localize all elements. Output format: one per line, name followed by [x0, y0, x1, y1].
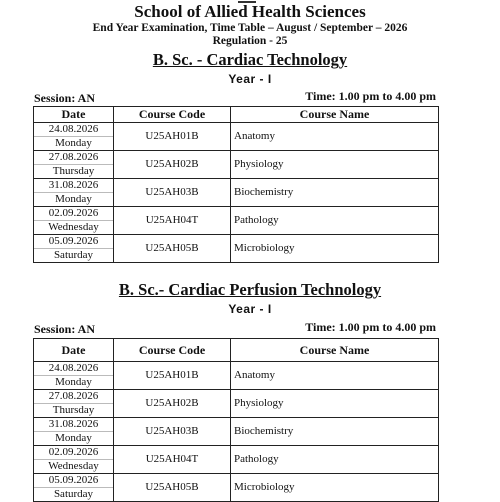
course-name: Biochemistry [231, 418, 439, 446]
exam-date: 31.08.2026 [34, 418, 113, 432]
course-name: Physiology [231, 390, 439, 418]
year-label: Year - I [228, 302, 272, 316]
exam-date: 05.09.2026 [34, 474, 113, 488]
exam-day: Monday [55, 432, 92, 444]
exam-date: 05.09.2026 [34, 235, 113, 249]
exam-date: 27.08.2026 [34, 151, 113, 165]
table-row [34, 235, 439, 263]
course-name: Microbiology [231, 474, 439, 502]
course-code: U25AH01B [114, 362, 231, 390]
time-label: Time: 1.00 pm to 4.00 pm [305, 320, 436, 334]
exam-day: Saturday [53, 249, 94, 261]
exam-day: Thursday [52, 404, 95, 416]
table-row [34, 418, 439, 446]
programme-title: B. Sc. - Cardiac Technology [152, 50, 348, 69]
exam-date: 24.08.2026 [34, 123, 113, 137]
course-name: Anatomy [231, 123, 439, 151]
course-name: Pathology [231, 207, 439, 235]
table-row [34, 446, 439, 474]
column-header-name: Course Name [231, 339, 439, 362]
date-cell [34, 446, 114, 474]
exam-day: Wednesday [48, 221, 99, 233]
date-cell [34, 207, 114, 235]
date-cell [34, 474, 114, 502]
timetable [33, 106, 439, 263]
column-header-name: Course Name [231, 107, 439, 123]
exam-date: 02.09.2026 [34, 207, 113, 221]
column-header-date: Date [34, 107, 114, 123]
date-cell [34, 151, 114, 179]
exam-date: 31.08.2026 [34, 179, 113, 193]
exam-title: End Year Examination, Time Table – August / September – 2026 [92, 22, 408, 34]
table-row [34, 362, 439, 390]
course-code: U25AH05B [114, 474, 231, 502]
course-code: U25AH03B [114, 179, 231, 207]
course-name: Physiology [231, 151, 439, 179]
date-cell [34, 362, 114, 390]
session-label: Session: AN [34, 322, 96, 336]
course-name: Pathology [231, 446, 439, 474]
time-label: Time: 1.00 pm to 4.00 pm [305, 89, 436, 103]
column-header-code: Course Code [114, 107, 231, 123]
table-row [34, 151, 439, 179]
table-row [34, 207, 439, 235]
date-cell [34, 235, 114, 263]
exam-day: Monday [55, 193, 92, 205]
course-code: U25AH02B [114, 390, 231, 418]
course-code: U25AH05B [114, 235, 231, 263]
exam-date: 27.08.2026 [34, 390, 113, 404]
date-cell [34, 179, 114, 207]
exam-date: 02.09.2026 [34, 446, 113, 460]
table-row [34, 179, 439, 207]
year-label: Year - I [228, 72, 272, 86]
table-row [34, 474, 439, 502]
exam-day: Thursday [52, 165, 95, 177]
table-row [34, 123, 439, 151]
exam-day: Saturday [53, 488, 94, 500]
school-title: School of Allied Health Sciences [134, 2, 366, 21]
exam-day: Monday [55, 137, 92, 149]
course-name: Microbiology [231, 235, 439, 263]
course-code: U25AH02B [114, 151, 231, 179]
course-name: Biochemistry [231, 179, 439, 207]
course-code: U25AH01B [114, 123, 231, 151]
exam-day: Wednesday [48, 460, 99, 472]
exam-day: Monday [55, 376, 92, 388]
date-cell [34, 390, 114, 418]
date-cell [34, 418, 114, 446]
date-cell [34, 123, 114, 151]
timetable [33, 338, 439, 502]
course-code: U25AH04T [114, 446, 231, 474]
regulation-label: Regulation - 25 [212, 35, 288, 47]
column-header-date: Date [34, 339, 114, 362]
column-header-code: Course Code [114, 339, 231, 362]
course-name: Anatomy [231, 362, 439, 390]
course-code: U25AH04T [114, 207, 231, 235]
programme-title: B. Sc.- Cardiac Perfusion Technology [118, 280, 382, 299]
table-row [34, 390, 439, 418]
course-code: U25AH03B [114, 418, 231, 446]
exam-date: 24.08.2026 [34, 362, 113, 376]
session-label: Session: AN [34, 91, 96, 105]
